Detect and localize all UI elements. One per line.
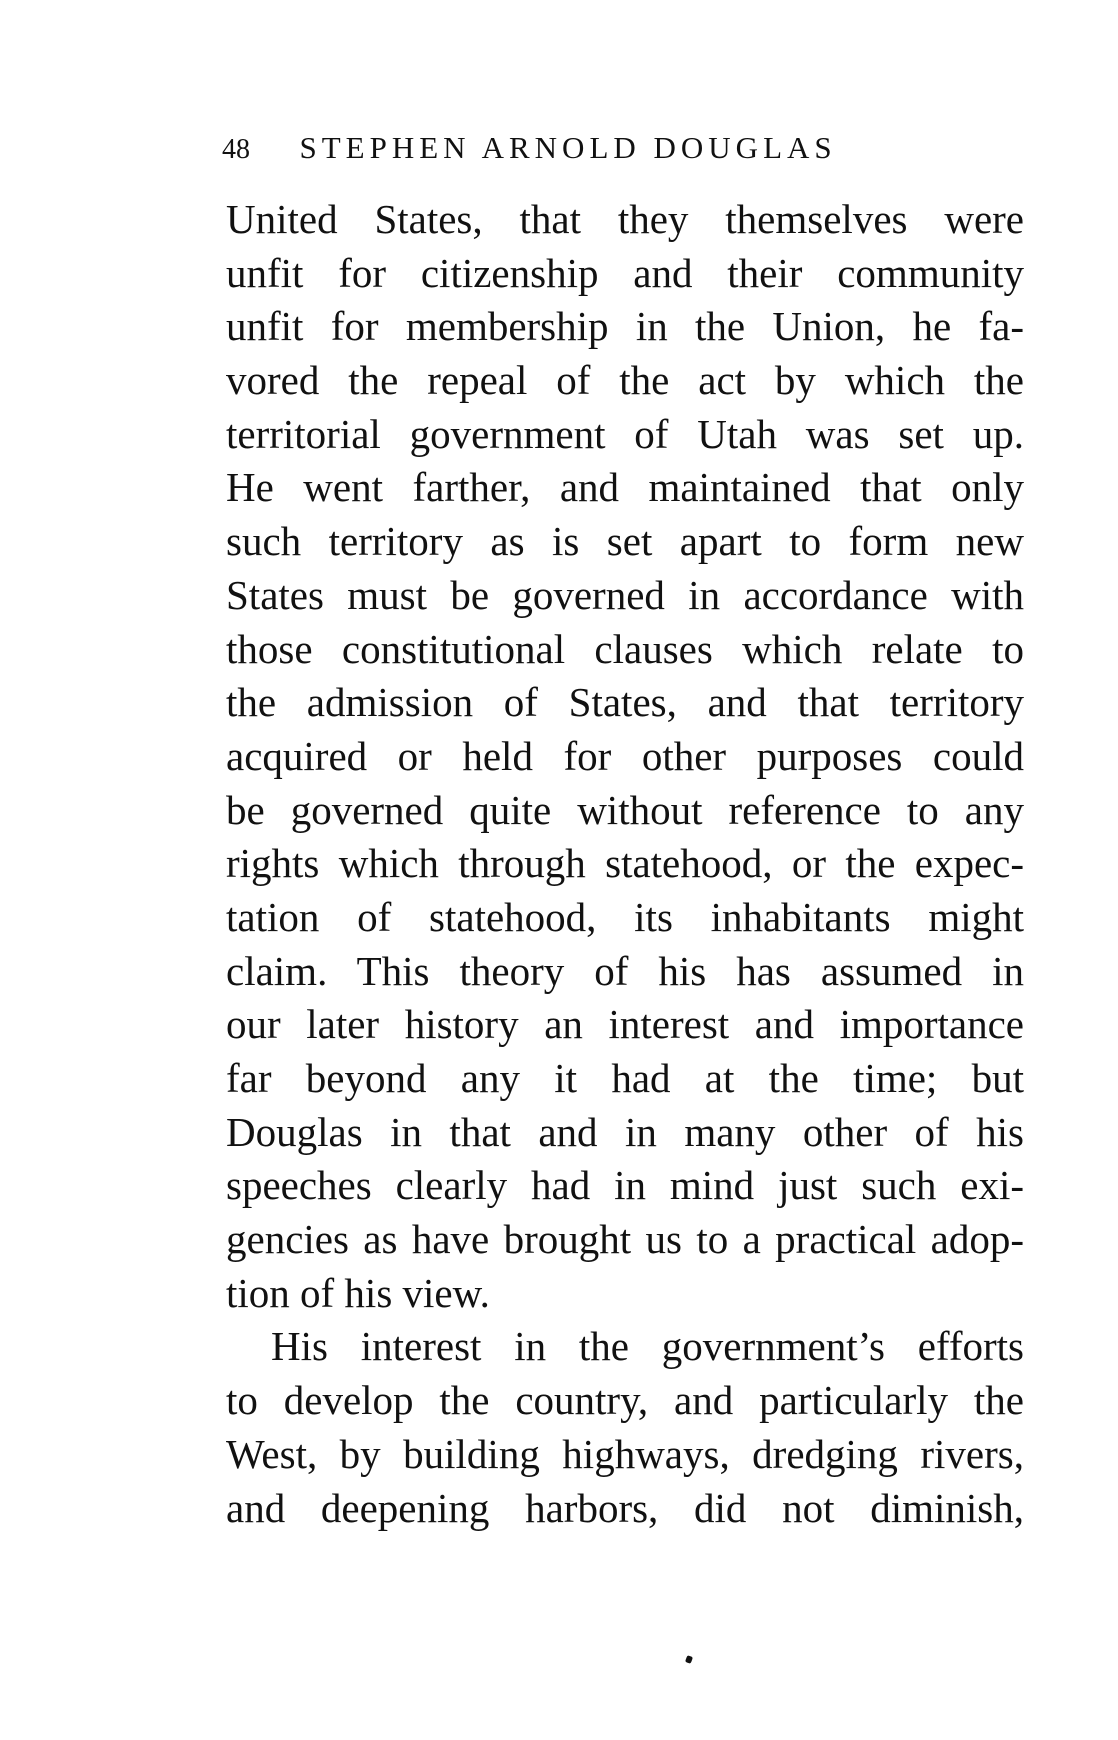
text-line: claim. This theory of his has assumed in xyxy=(226,947,1024,994)
text-line: tion of his view. xyxy=(226,1269,490,1316)
paragraph-1 xyxy=(226,193,1024,1320)
text-line: unfit for membership in the Union, he fa- xyxy=(226,303,1024,350)
printer-mark xyxy=(685,1655,693,1664)
text-line: unfit for citizenship and their community xyxy=(226,249,1024,296)
text-line: far beyond any it had at the time; but xyxy=(226,1055,1024,1101)
text-line: speeches clearly had in mind just such exi- xyxy=(226,1162,1024,1209)
text-line: tation of statehood, its inhabitants might xyxy=(226,893,1024,940)
page-header xyxy=(222,128,1022,168)
text-line: States must be governed in accordance with xyxy=(226,571,1024,618)
body-text xyxy=(226,193,1024,1535)
text-line: be governed quite without reference to any xyxy=(226,786,1024,833)
text-line: acquired or held for other purposes could xyxy=(226,732,1024,779)
text-line: those constitutional clauses which relate to xyxy=(226,625,1024,672)
text-line: territorial government of Utah was set up. xyxy=(226,410,1024,457)
text-line: such territory as is set apart to form new xyxy=(226,518,1024,565)
text-line: to develop the country, and particularly the xyxy=(226,1377,1024,1424)
page-number: 48 xyxy=(222,134,250,165)
text-line: and deepening harbors, did not diminish, xyxy=(226,1484,1024,1531)
text-line: He went farther, and maintained that only xyxy=(226,464,1024,511)
text-line: Douglas in that and in many other of his xyxy=(226,1108,1024,1155)
text-line: vored the repeal of the act by which the xyxy=(226,357,1024,404)
text-line: the admission of States, and that territory xyxy=(226,679,1024,726)
text-line: His interest in the government’s efforts xyxy=(271,1323,1024,1370)
paragraph-2 xyxy=(226,1320,1024,1535)
text-line: West, by building highways, dredging rivers, xyxy=(226,1430,1024,1477)
text-line: gencies as have brought us to a practical adop- xyxy=(226,1216,1024,1263)
running-head: STEPHEN ARNOLD DOUGLAS xyxy=(299,130,837,165)
text-line: United States, that they themselves were xyxy=(226,196,1024,242)
text-line: our later history an interest and importance xyxy=(226,1001,1024,1048)
text-line: rights which through statehood, or the expec- xyxy=(226,840,1024,887)
